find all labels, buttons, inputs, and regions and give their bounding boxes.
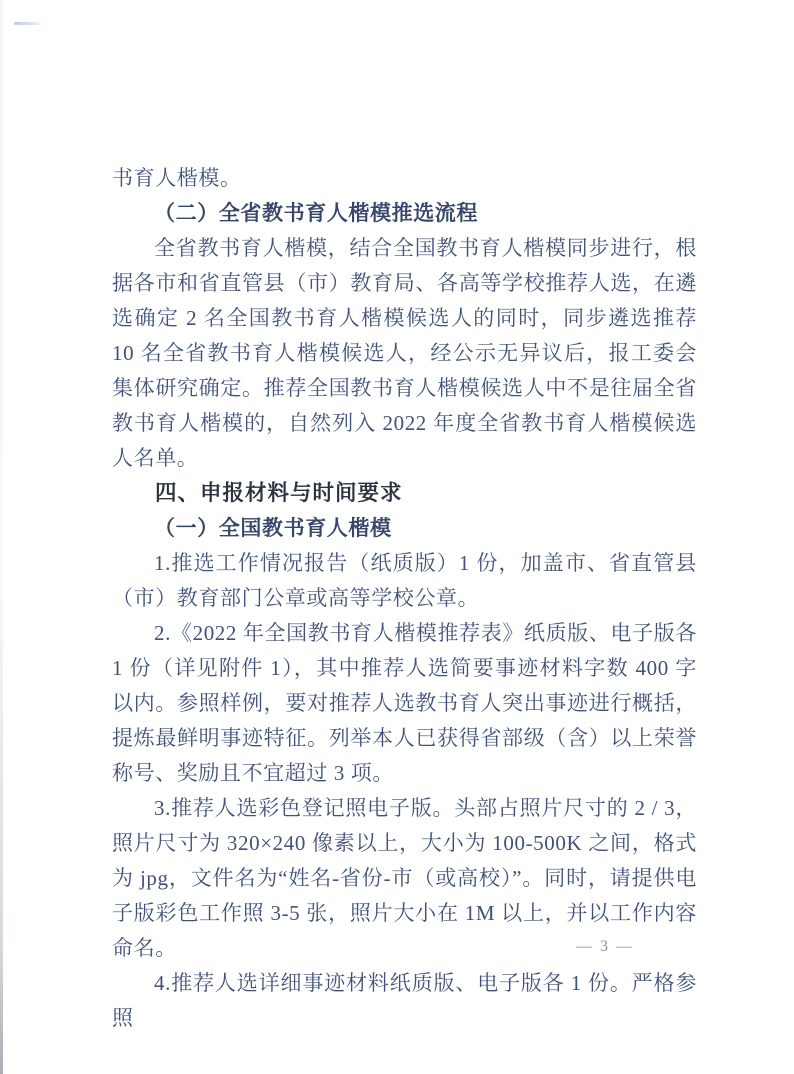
paragraph-subheading: （二）全省教书育人楷模推选流程 <box>154 201 478 225</box>
paragraph-subheading: （一）全国教书育人楷模 <box>154 516 392 540</box>
document-body <box>112 161 697 1036</box>
paragraph-body: 4.推荐人选详细事迹材料纸质版、电子版各 1 份。严格参照 <box>112 971 697 1030</box>
paragraph-body: 2.《2022 年全国教书育人楷模推荐表》纸质版、电子版各 1 份（详见附件 1），其中推荐人选简要事迹材料字数 400 字以内。参照样例，要对推荐人选教书育人突出事迹进行概括，提炼最鲜明事迹特征。列举本人已获得省部级（含）以上荣誉称号、奖励且不宜超过 3 项。 <box>112 621 697 785</box>
page-number: — 3 — <box>576 938 634 955</box>
paragraph-body: 全省教书育人楷模，结合全国教书育人楷模同步进行，根据各市和省直管县（市）教育局、各高等学校推荐人选，在遴选确定 2 名全国教书育人楷模候选人的同时，同步遴选推荐 10 名全省教书育人楷模候选人，经公示无异议后，报工委会集体研究确定。推荐全国教书育人楷模候选人中不是往届全省教书育人楷模的，自然列入 2022 年度全省教书育人楷模候选人名单。 <box>112 236 697 470</box>
paragraph-section-heading: 四、申报材料与时间要求 <box>155 481 403 505</box>
paragraph-continuation: 书育人楷模。 <box>112 166 242 190</box>
paragraph-body: 1.推选工作情况报告（纸质版）1 份，加盖市、省直管县（市）教育部门公章或高等学校公章。 <box>112 551 697 610</box>
scan-artifact <box>14 22 44 25</box>
paragraph-body: 3.推荐人选彩色登记照电子版。头部占照片尺寸的 2 / 3，照片尺寸为 320×240 像素以上，大小为 100-500K 之间，格式为 jpg，文件名为“姓名-省份-市（或高校）”。同时，请提供电子版彩色工作照 3-5 张，照片大小在 1M 以上，并以工作内容命名。 <box>112 796 697 960</box>
scan-edge-shadow <box>0 0 3 1074</box>
